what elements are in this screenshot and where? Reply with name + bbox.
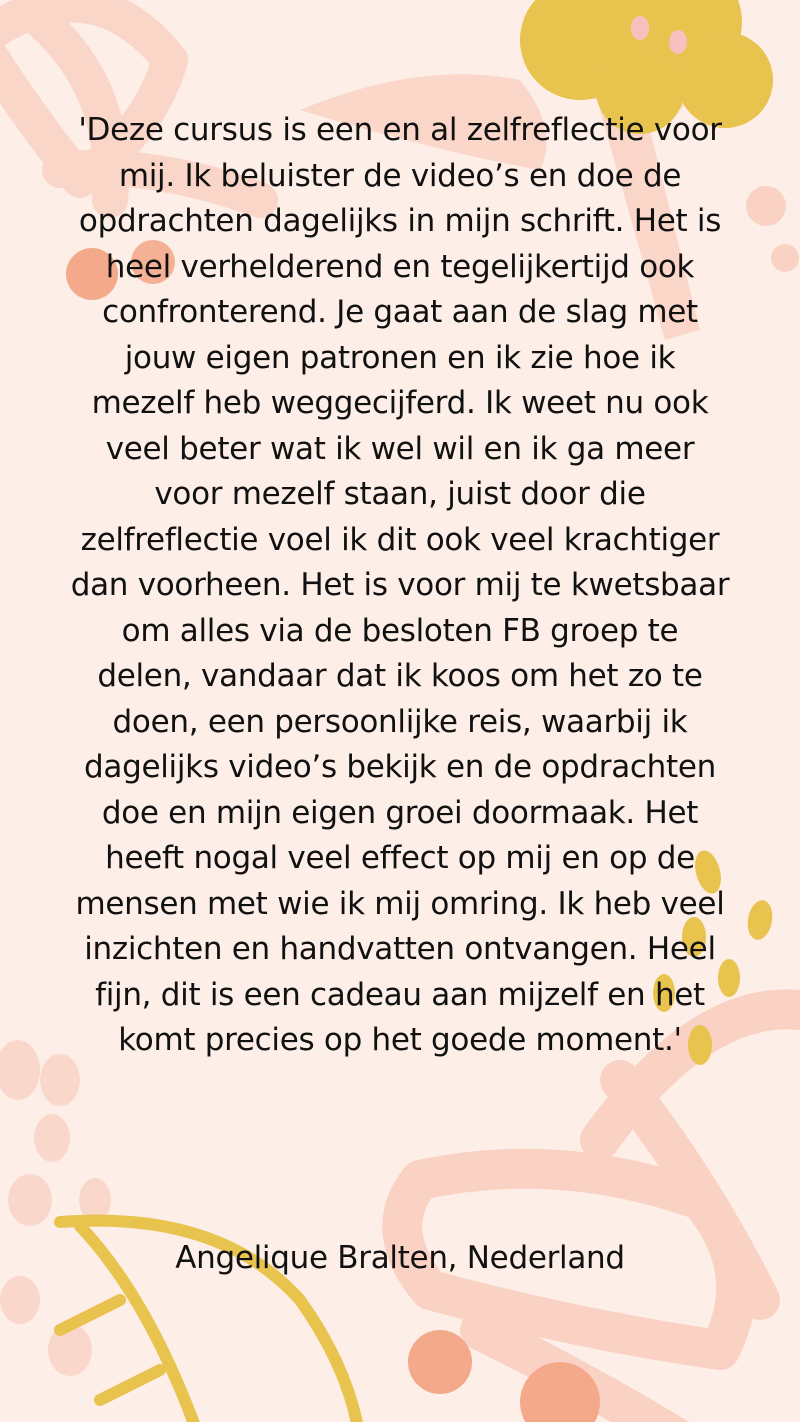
peach-dot: [746, 186, 786, 226]
peach-dot: [771, 244, 799, 272]
testimonial-quote: 'Deze cursus is een en al zelfreflectie voor mij. Ik beluister de video’s en doe de opdrachten dagelijks in mijn schrift. Het is heel verhelderend en tegelijkertijd ook confronterend. Je gaat aan de slag met jouw eigen patronen en ik zie hoe ik mezelf heb weggecijferd. Ik weet nu ook veel beter wat ik wel wil en ik ga meer voor mezelf staan, juist door die zelfreflectie voel ik dit ook veel krachtiger dan voorheen. Het is voor mij te kwetsbaar om alles via de besloten FB groep te delen, vandaar dat ik koos om het zo te doen, een persoonlijke reis, waarbij ik dagelijks video’s bekijk en de opdrachten doe en mijn eigen groei doormaak. Het heeft nogal veel effect op mij en op de mensen met wie ik mij omring. Ik heb veel inzichten en handvatten ontvangen. Heel fijn, dit is een cadeau aan mijzelf en het komt precies op het goede moment.': [70, 112, 730, 1058]
peach-dot: [408, 1330, 472, 1394]
pink-leaf-shape: [0, 1040, 111, 1376]
testimonial-author: Angelique Bralten, Nederland: [175, 1240, 625, 1276]
